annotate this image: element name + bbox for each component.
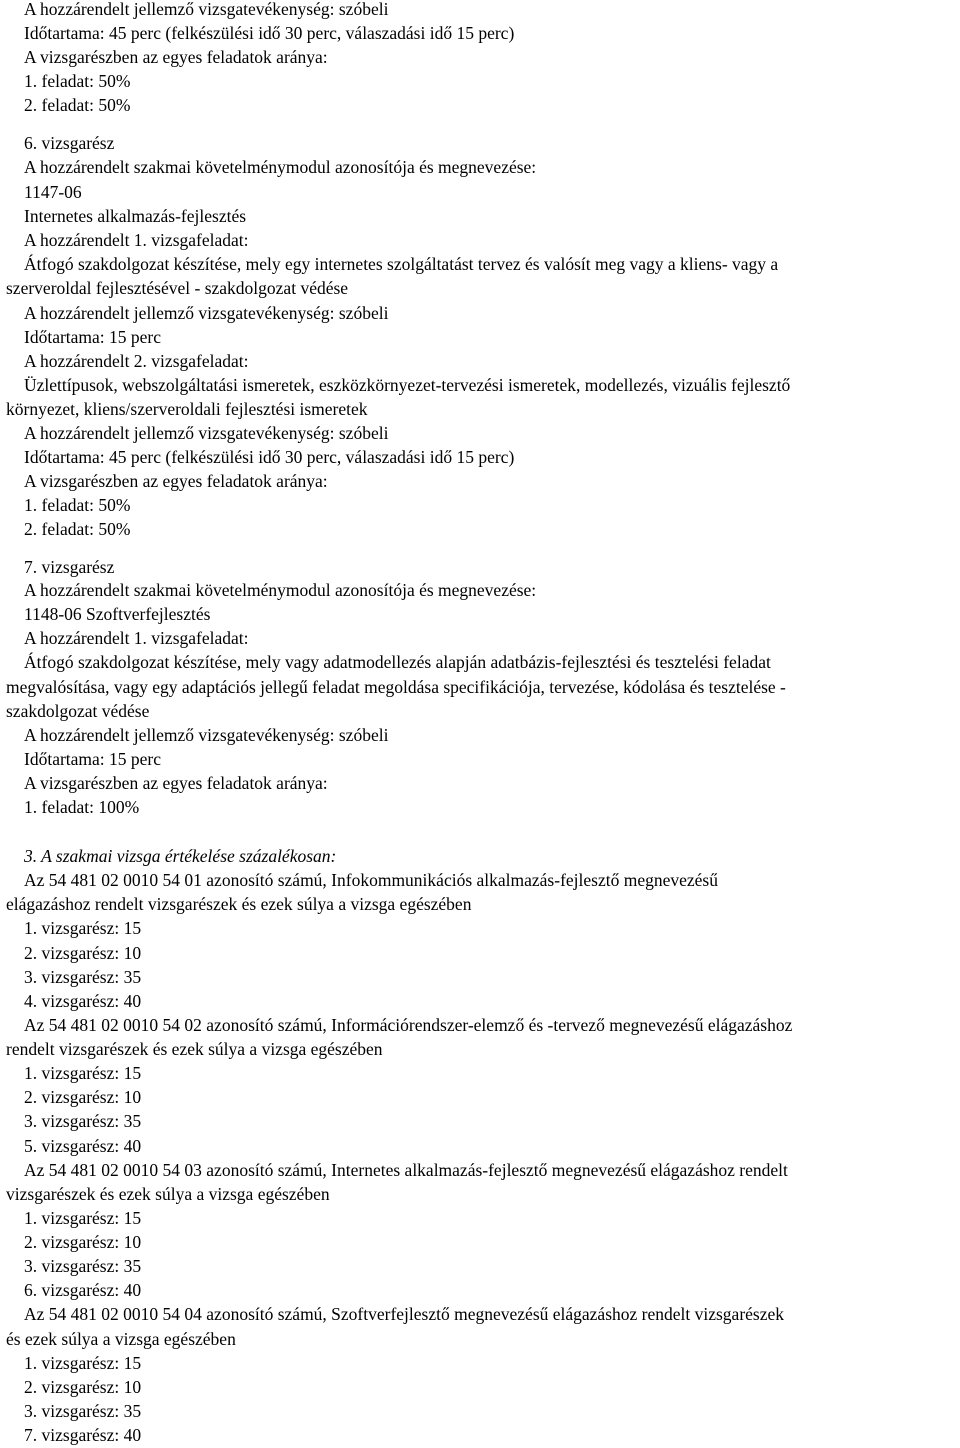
text-line: Az 54 481 02 0010 54 02 azonosító számú, Információrendszer-elemző és -tervező megnevezésű elágazáshoz [24, 1015, 793, 1035]
text-line: A hozzárendelt 1. vizsgafeladat: [24, 628, 249, 648]
text-line: 1. vizsgarész: 15 [24, 1353, 142, 1373]
section-heading: 6. vizsgarész [24, 133, 115, 153]
text-line: Időtartama: 15 perc [24, 749, 162, 769]
text-line: A hozzárendelt szakmai követelménymodul azonosítója és megnevezése: [24, 157, 537, 177]
text-line: Üzlettípusok, webszolgáltatási ismeretek, eszközkörnyezet-tervezési ismeretek, modellezés, vizuális fejlesztő [24, 375, 791, 395]
text-line: 2. vizsgarész: 10 [24, 1232, 142, 1252]
text-line: megvalósítása, vagy egy adaptációs jellegű feladat megoldása specifikációja, tervezése, kódolása és tesztelése - [6, 677, 786, 697]
text-line: 1. vizsgarész: 15 [24, 1208, 142, 1228]
text-line: Az 54 481 02 0010 54 04 azonosító számú, Szoftverfejlesztő megnevezésű elágazáshoz rendelt vizsgarészek [24, 1304, 785, 1324]
text-line: 1. feladat: 50% [24, 495, 131, 515]
text-line: 1. vizsgarész: 15 [24, 918, 142, 938]
section-heading: 7. vizsgarész [24, 557, 115, 577]
text-line: Átfogó szakdolgozat készítése, mely egy internetes szolgáltatást tervez és valósít meg vagy a kliens- vagy a [24, 254, 779, 274]
text-line: A vizsgarészben az egyes feladatok aránya: [24, 471, 328, 491]
text-line: környezet, kliens/szerveroldali fejlesztési ismeretek [6, 399, 368, 419]
text-line: 3. vizsgarész: 35 [24, 1111, 142, 1131]
text-line: A hozzárendelt jellemző vizsgatevékenység: szóbeli [24, 303, 389, 323]
text-line: 6. vizsgarész: 40 [24, 1280, 142, 1300]
text-line: 3. vizsgarész: 35 [24, 1401, 142, 1421]
text-line: 2. vizsgarész: 10 [24, 1377, 142, 1397]
text-line: Átfogó szakdolgozat készítése, mely vagy adatmodellezés alapján adatbázis-fejlesztési és tesztelési feladat [24, 652, 771, 672]
text-line: A hozzárendelt 1. vizsgafeladat: [24, 230, 249, 250]
text-line: 5. vizsgarész: 40 [24, 1136, 142, 1156]
text-line: A vizsgarészben az egyes feladatok aránya: [24, 47, 328, 67]
text-line: 2. feladat: 50% [24, 95, 131, 115]
text-line: szerveroldal fejlesztésével - szakdolgozat védése [6, 278, 349, 298]
text-line: 1. feladat: 100% [24, 797, 140, 817]
text-line: 2. vizsgarész: 10 [24, 943, 142, 963]
text-line: és ezek súlya a vizsga egészében [6, 1329, 236, 1349]
text-line: A vizsgarészben az egyes feladatok aránya: [24, 773, 328, 793]
text-line: Időtartama: 15 perc [24, 327, 162, 347]
text-line: 1147-06 [24, 182, 82, 202]
text-line: szakdolgozat védése [6, 701, 150, 721]
section-heading: 3. A szakmai vizsga értékelése százalékosan: [24, 846, 337, 866]
text-line: Internetes alkalmazás-fejlesztés [24, 206, 247, 226]
text-line: 2. feladat: 50% [24, 519, 131, 539]
text-line: 1. feladat: 50% [24, 71, 131, 91]
text-line: Az 54 481 02 0010 54 01 azonosító számú, Infokommunikációs alkalmazás-fejlesztő megnevezésű [24, 870, 718, 890]
text-line: A hozzárendelt szakmai követelménymodul azonosítója és megnevezése: [24, 580, 537, 600]
text-line: Időtartama: 45 perc (felkészülési idő 30 perc, válaszadási idő 15 perc) [24, 23, 515, 43]
text-line: 2. vizsgarész: 10 [24, 1087, 142, 1107]
text-line: elágazáshoz rendelt vizsgarészek és ezek súlya a vizsga egészében [6, 894, 472, 914]
text-line: 7. vizsgarész: 40 [24, 1425, 142, 1445]
text-line: A hozzárendelt jellemző vizsgatevékenység: szóbeli [24, 725, 389, 745]
text-line: Az 54 481 02 0010 54 03 azonosító számú, Internetes alkalmazás-fejlesztő megnevezésű elágazáshoz rendelt [24, 1160, 788, 1180]
text-line: A hozzárendelt 2. vizsgafeladat: [24, 351, 249, 371]
text-line: Időtartama: 45 perc (felkészülési idő 30 perc, válaszadási idő 15 perc) [24, 447, 515, 467]
text-line: 3. vizsgarész: 35 [24, 967, 142, 987]
text-line: rendelt vizsgarészek és ezek súlya a vizsga egészében [6, 1039, 383, 1059]
text-line: vizsgarészek és ezek súlya a vizsga egészében [6, 1184, 330, 1204]
text-line: 4. vizsgarész: 40 [24, 991, 142, 1011]
text-line: A hozzárendelt jellemző vizsgatevékenység: szóbeli [24, 423, 389, 443]
text-line: 3. vizsgarész: 35 [24, 1256, 142, 1276]
text-line: 1148-06 Szoftverfejlesztés [24, 604, 211, 624]
text-line: A hozzárendelt jellemző vizsgatevékenység: szóbeli [24, 0, 389, 19]
text-line: 1. vizsgarész: 15 [24, 1063, 142, 1083]
